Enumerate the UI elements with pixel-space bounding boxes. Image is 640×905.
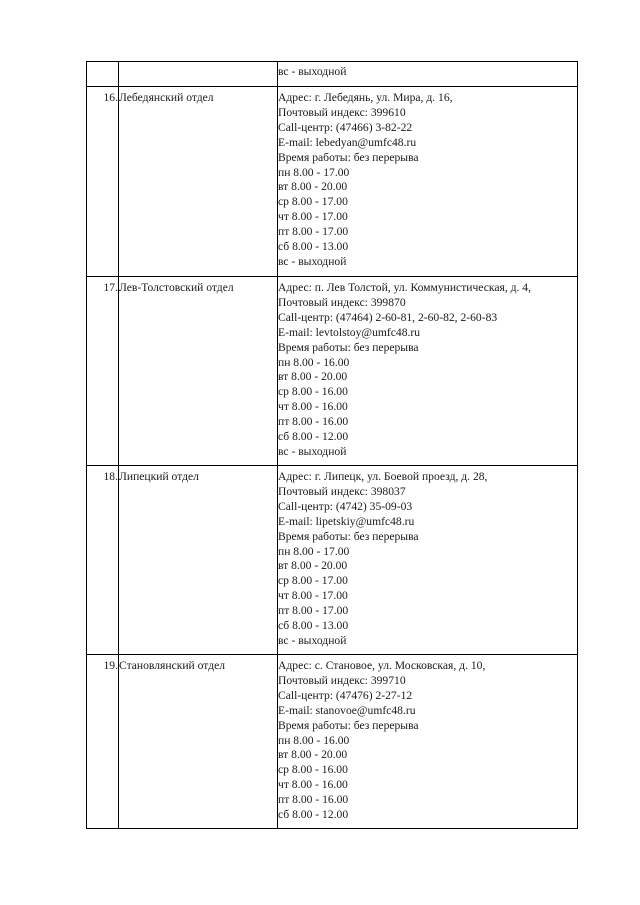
work-hours-line: Время работы: без перерыва	[278, 718, 419, 732]
office-name-cell: Липецкий отдел	[119, 466, 278, 655]
office-details-cell	[278, 87, 578, 277]
schedule-line: ср 8.00 - 16.00	[278, 763, 348, 777]
schedule-line: вт 8.00 - 20.00	[278, 370, 348, 384]
email-line: E-mail: lebedyan@umfc48.ru	[278, 135, 417, 149]
office-details-cell	[278, 466, 578, 655]
table-row	[87, 655, 578, 829]
schedule-line: сб 8.00 - 12.00	[278, 430, 349, 444]
work-hours-line: Время работы: без перерыва	[278, 150, 419, 164]
email-line: E-mail: lipetskiy@umfc48.ru	[278, 514, 415, 528]
schedule-line: чт 8.00 - 17.00	[278, 210, 348, 224]
table-row	[87, 62, 578, 87]
row-number-cell	[87, 62, 119, 87]
schedule-line: пн 8.00 - 16.00	[278, 733, 350, 747]
office-details-cell	[278, 277, 578, 466]
office-name-cell: Лев-Толстовский отдел	[119, 277, 278, 466]
postal-code-line: Почтовый индекс: 399870	[278, 295, 406, 309]
call-center-line: Call-центр: (47464) 2-60-81, 2-60-82, 2-60-83	[278, 310, 498, 324]
address-line: Адрес: г. Липецк, ул. Боевой проезд, д. 28,	[278, 470, 488, 483]
schedule-line: пн 8.00 - 17.00	[278, 544, 350, 558]
schedule-line: вт 8.00 - 20.00	[278, 559, 348, 573]
email-line: E-mail: levtolstoy@umfc48.ru	[278, 325, 421, 339]
detail-line: вс - выходной	[278, 65, 347, 78]
schedule-line: пт 8.00 - 17.00	[278, 225, 349, 239]
schedule-line: ср 8.00 - 17.00	[278, 574, 348, 588]
schedule-line: вт 8.00 - 20.00	[278, 748, 348, 762]
schedule-line: ср 8.00 - 16.00	[278, 385, 348, 399]
table-row	[87, 277, 578, 466]
row-number-cell: 19.	[87, 655, 119, 829]
schedule-line: пн 8.00 - 17.00	[278, 165, 350, 179]
email-line: E-mail: stanovoe@umfc48.ru	[278, 703, 416, 717]
work-hours-line: Время работы: без перерыва	[278, 340, 419, 354]
schedule-line: сб 8.00 - 12.00	[278, 808, 349, 822]
schedule-line: чт 8.00 - 17.00	[278, 589, 348, 603]
address-line: Адрес: г. Лебедянь, ул. Мира, д. 16,	[278, 91, 453, 104]
call-center-line: Call-центр: (4742) 35-09-03	[278, 499, 413, 513]
call-center-line: Call-центр: (47466) 3-82-22	[278, 120, 413, 134]
office-name-cell	[119, 62, 278, 87]
table-row	[87, 87, 578, 277]
office-name-cell: Становлянский отдел	[119, 655, 278, 829]
postal-code-line: Почтовый индекс: 399610	[278, 105, 406, 119]
offices-table	[86, 61, 578, 829]
schedule-line: сб 8.00 - 13.00	[278, 240, 349, 254]
schedule-line: сб 8.00 - 13.00	[278, 619, 349, 633]
postal-code-line: Почтовый индекс: 398037	[278, 484, 406, 498]
postal-code-line: Почтовый индекс: 399710	[278, 673, 406, 687]
address-line: Адрес: с. Становое, ул. Московская, д. 10,	[278, 659, 486, 672]
schedule-line: чт 8.00 - 16.00	[278, 400, 348, 414]
address-line: Адрес: п. Лев Толстой, ул. Коммунистическая, д. 4,	[278, 281, 532, 294]
schedule-line: вс - выходной	[278, 444, 347, 458]
schedule-line: вс - выходной	[278, 633, 347, 647]
schedule-line: пт 8.00 - 17.00	[278, 604, 349, 618]
table-row	[87, 466, 578, 655]
row-number-cell: 17.	[87, 277, 119, 466]
schedule-line: вт 8.00 - 20.00	[278, 180, 348, 194]
office-details-cell	[278, 62, 578, 87]
schedule-line: пт 8.00 - 16.00	[278, 415, 349, 429]
office-name-cell: Лебедянский отдел	[119, 87, 278, 277]
call-center-line: Call-центр: (47476) 2-27-12	[278, 688, 413, 702]
schedule-line: пт 8.00 - 16.00	[278, 793, 349, 807]
row-number-cell: 16.	[87, 87, 119, 277]
schedule-line: чт 8.00 - 16.00	[278, 778, 348, 792]
schedule-line: вс - выходной	[278, 254, 347, 268]
schedule-line: пн 8.00 - 16.00	[278, 355, 350, 369]
row-number-cell: 18.	[87, 466, 119, 655]
schedule-line: ср 8.00 - 17.00	[278, 195, 348, 209]
work-hours-line: Время работы: без перерыва	[278, 529, 419, 543]
office-details-cell	[278, 655, 578, 829]
